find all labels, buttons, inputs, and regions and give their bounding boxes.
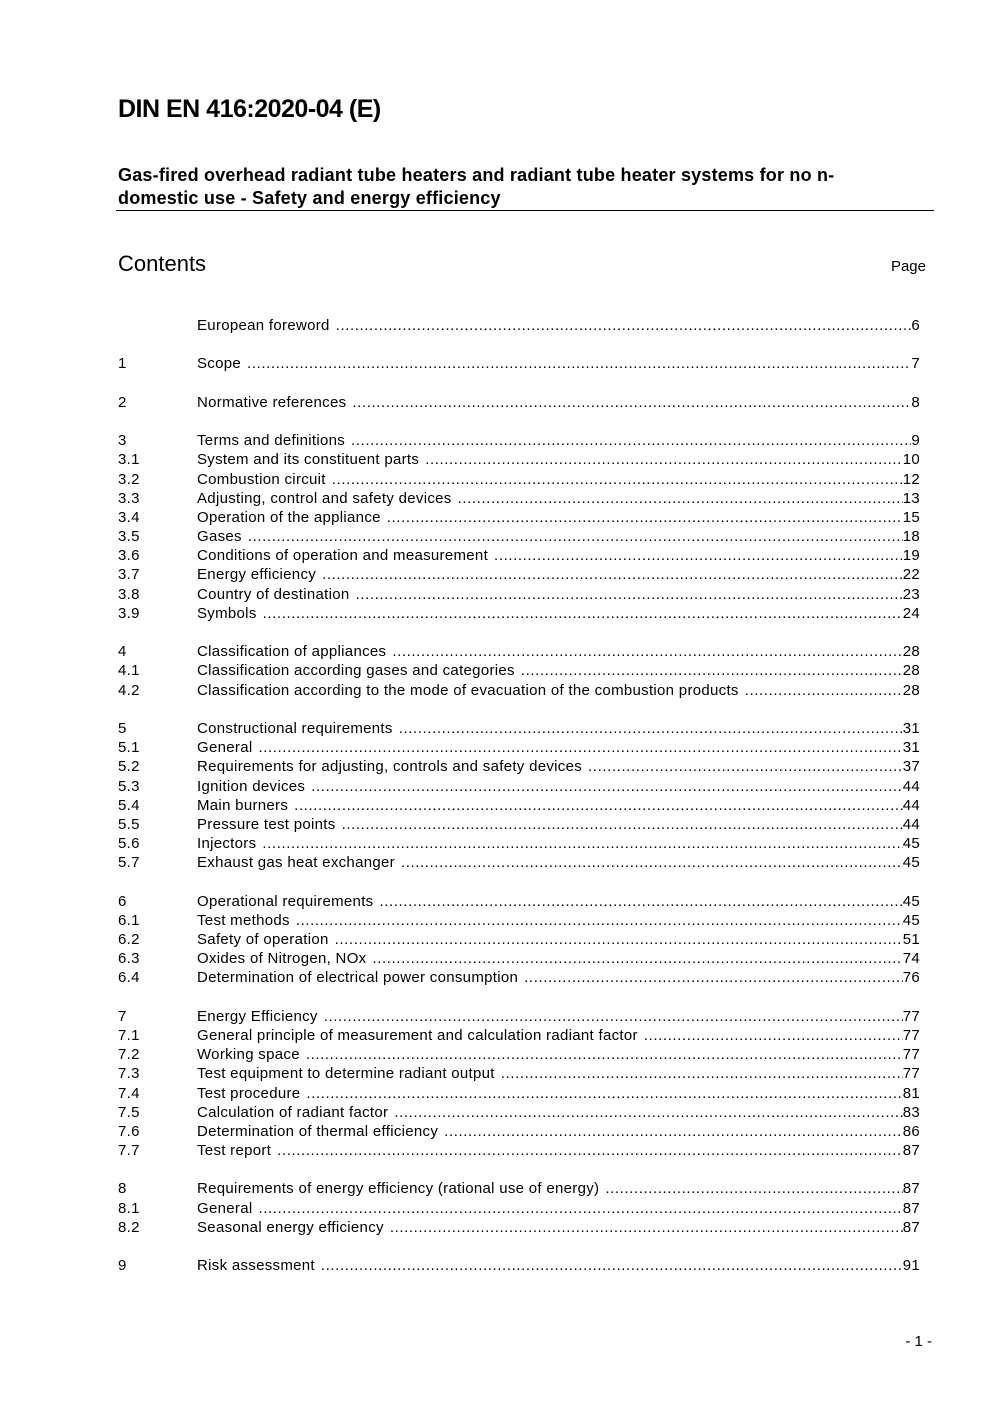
toc-entry-number: 5.7	[118, 854, 140, 872]
toc-entry[interactable]	[118, 393, 920, 412]
toc-entry-page: 23	[902, 585, 920, 603]
toc-entry-number: 5.3	[118, 777, 140, 795]
toc-entry[interactable]	[118, 738, 920, 757]
toc-entry[interactable]	[118, 1256, 920, 1275]
toc-dot-leader	[745, 681, 903, 700]
toc-entry[interactable]	[118, 1045, 920, 1064]
toc-entry-page: 18	[902, 528, 920, 546]
toc-entry[interactable]	[118, 604, 920, 623]
toc-entry[interactable]	[118, 853, 920, 872]
toc-entry-page: 45	[902, 835, 920, 853]
toc-entry-title: Test methods	[197, 911, 290, 929]
toc-entry-title: Conditions of operation and measurement	[197, 547, 489, 565]
toc-entry[interactable]	[118, 431, 920, 450]
toc-entry-title: Energy efficiency	[197, 566, 317, 584]
toc-entry-page: 37	[902, 758, 920, 776]
toc-dot-leader	[247, 354, 911, 373]
toc-dot-leader	[458, 489, 903, 508]
toc-entry[interactable]	[118, 489, 920, 508]
toc-entry-title: Classification of appliances	[197, 643, 387, 661]
toc-entry-title: Test report	[197, 1142, 272, 1160]
toc-dot-leader	[644, 1026, 903, 1045]
toc-entry[interactable]	[118, 930, 920, 949]
toc-entry-number: 3.6	[118, 547, 140, 565]
toc-entry-title: Determination of thermal efficiency	[197, 1122, 439, 1140]
toc-entry[interactable]	[118, 949, 920, 968]
toc-entry-title: Scope	[197, 355, 242, 373]
toc-entry-number: 5.1	[118, 739, 140, 757]
toc-entry-title: Operation of the appliance	[197, 508, 381, 526]
page-number: - 1 -	[905, 1333, 932, 1350]
toc-entry-number: 7.1	[118, 1026, 140, 1044]
toc-entry[interactable]	[118, 968, 920, 987]
toc-entry-number: 3	[118, 432, 127, 450]
toc-entry[interactable]	[118, 661, 920, 680]
toc-entry-page: 13	[902, 489, 920, 507]
toc-entry-title: Oxides of Nitrogen, NOx	[197, 950, 367, 968]
toc-dot-leader	[372, 949, 902, 968]
toc-entry-title: Seasonal energy efficiency	[197, 1218, 384, 1236]
toc-entry-page: 87	[902, 1199, 920, 1217]
toc-entry[interactable]	[118, 834, 920, 853]
toc-entry-title: European foreword	[197, 317, 330, 334]
toc-entry-title: Constructional requirements	[197, 719, 393, 737]
toc-entry-page: 15	[902, 508, 920, 526]
title-divider	[116, 210, 934, 211]
toc-entry-title: Injectors	[197, 835, 257, 853]
toc-entry-title: Operational requirements	[197, 892, 374, 910]
toc-entry-title: Combustion circuit	[197, 470, 326, 488]
toc-entry-page: 19	[902, 547, 920, 565]
toc-dot-leader	[501, 1064, 903, 1083]
toc-entry-number: 8	[118, 1180, 127, 1198]
toc-entry[interactable]	[118, 1179, 920, 1198]
toc-entry-title: Gases	[197, 528, 242, 546]
toc-entry-number: 6.1	[118, 911, 140, 929]
toc-entry[interactable]	[118, 719, 920, 738]
toc-entry-page: 10	[902, 451, 920, 469]
toc-entry-number: 3.7	[118, 566, 140, 584]
toc-entry-title: Main burners	[197, 796, 289, 814]
toc-entry-title: Adjusting, control and safety devices	[197, 489, 452, 507]
toc-dot-leader	[258, 1199, 902, 1218]
toc-dot-leader	[311, 777, 903, 796]
toc-dot-leader	[605, 1179, 902, 1198]
toc-entry[interactable]	[118, 565, 920, 584]
toc-entry[interactable]	[118, 450, 920, 469]
toc-entry-title: Country of destination	[197, 585, 350, 603]
toc-entry-page: 22	[902, 566, 920, 584]
toc-entry-page: 87	[902, 1218, 920, 1236]
toc-entry-number: 7.3	[118, 1065, 140, 1083]
toc-entry-title: Classification according to the mode of evacuation of the combustion products	[197, 681, 739, 699]
toc-entry-title: Energy Efficiency	[197, 1007, 318, 1025]
toc-entry-title: Symbols	[197, 604, 257, 622]
toc-dot-leader	[425, 450, 903, 469]
toc-entry-title: Exhaust gas heat exchanger	[197, 854, 395, 872]
toc-entry-page: 87	[902, 1142, 920, 1160]
toc-entry-title: Safety of operation	[197, 931, 329, 948]
toc-entry[interactable]	[118, 1026, 920, 1045]
toc-entry-page: 77	[902, 1026, 920, 1044]
toc-entry-title: Requirements for adjusting, controls and safety devices	[197, 758, 583, 776]
toc-entry-page: 74	[902, 950, 920, 968]
toc-dot-leader	[444, 1122, 903, 1141]
toc-dot-leader	[387, 508, 903, 527]
toc-entry[interactable]	[118, 796, 920, 815]
toc-entry-number: 7.4	[118, 1084, 140, 1102]
toc-entry-number: 9	[118, 1257, 127, 1275]
toc-entry[interactable]	[118, 470, 920, 489]
toc-dot-leader	[494, 546, 903, 565]
toc-dot-leader	[322, 565, 903, 584]
toc-entry-page: 77	[902, 1065, 920, 1083]
toc-entry-page: 44	[902, 815, 920, 833]
toc-dot-leader	[277, 1141, 903, 1160]
toc-entry-title: Pressure test points	[197, 815, 336, 833]
toc-entry-number: 3.4	[118, 508, 140, 526]
toc-entry[interactable]	[118, 527, 920, 546]
toc-entry[interactable]	[118, 316, 920, 335]
toc-entry[interactable]	[118, 1122, 920, 1141]
toc-entry-title: Working space	[197, 1046, 300, 1064]
toc-entry[interactable]	[118, 1218, 920, 1237]
toc-dot-leader	[352, 393, 911, 412]
page-column-label: Page	[890, 258, 926, 275]
toc-entry[interactable]	[118, 642, 920, 661]
toc-entry-page: 12	[902, 470, 920, 488]
toc-entry-page: 81	[902, 1084, 920, 1102]
toc-dot-leader	[524, 968, 903, 987]
toc-entry-number: 3.2	[118, 470, 140, 488]
toc-entry[interactable]	[118, 546, 920, 565]
toc-entry[interactable]	[118, 777, 920, 796]
toc-entry-number: 3.5	[118, 528, 140, 546]
toc-entry-title: Requirements of energy efficiency (rational use of energy)	[197, 1180, 600, 1198]
toc-entry-page: 6	[911, 317, 920, 334]
toc-entry[interactable]	[118, 1064, 920, 1083]
toc-entry-page: 7	[911, 355, 920, 373]
toc-dot-leader	[342, 815, 903, 834]
toc-entry-title: Test procedure	[197, 1084, 301, 1102]
toc-entry-title: General	[197, 1199, 253, 1217]
toc-entry-title: System and its constituent parts	[197, 451, 420, 469]
toc-entry[interactable]	[118, 1103, 920, 1122]
toc-entry[interactable]	[118, 681, 920, 700]
toc-entry-title: Determination of electrical power consumption	[197, 969, 519, 987]
toc-dot-leader	[294, 796, 903, 815]
toc-entry[interactable]	[118, 1007, 920, 1026]
toc-entry[interactable]	[118, 1199, 920, 1218]
toc-entry[interactable]	[118, 815, 920, 834]
toc-dot-leader	[306, 1084, 902, 1103]
toc-entry-number: 7	[118, 1007, 127, 1025]
toc-entry-number: 4	[118, 643, 127, 661]
toc-entry-page: 28	[902, 681, 920, 699]
toc-entry-page: 45	[902, 892, 920, 910]
toc-entry-page: 77	[902, 1046, 920, 1064]
toc-entry-title: Terms and definitions	[197, 432, 346, 450]
toc-entry-title: Ignition devices	[197, 777, 306, 795]
toc-entry-page: 86	[902, 1122, 920, 1140]
toc-entry-page: 45	[902, 911, 920, 929]
contents-heading: Contents	[118, 251, 207, 276]
toc-entry-page: 24	[902, 604, 920, 622]
toc-entry-number: 5.4	[118, 796, 140, 814]
toc-dot-leader	[324, 1007, 903, 1026]
toc-entry-page: 28	[902, 643, 920, 661]
toc-entry-page: 44	[902, 796, 920, 814]
toc-entry-number: 5.2	[118, 758, 140, 776]
toc-entry-title: Normative references	[197, 393, 347, 411]
toc-entry-page: 9	[911, 432, 920, 450]
toc-dot-leader	[401, 853, 903, 872]
toc-entry-number: 5.6	[118, 835, 140, 853]
toc-dot-leader	[588, 757, 903, 776]
toc-entry-page: 31	[902, 719, 920, 737]
toc-dot-leader	[306, 1045, 903, 1064]
toc-entry-number: 3.9	[118, 604, 140, 622]
toc-entry[interactable]	[118, 508, 920, 527]
toc-entry-title: Risk assessment	[197, 1257, 315, 1275]
toc-entry-number: 7.2	[118, 1046, 140, 1064]
toc-dot-leader	[356, 585, 903, 604]
toc-entry[interactable]	[118, 585, 920, 604]
toc-entry-page: 44	[902, 777, 920, 795]
toc-dot-leader	[258, 738, 902, 757]
toc-entry-number: 7.6	[118, 1122, 140, 1140]
toc-entry-page: 87	[902, 1180, 920, 1198]
toc-entry-number: 2	[118, 393, 127, 411]
toc-entry-number: 7.7	[118, 1142, 140, 1160]
toc-entry-title: Test equipment to determine radiant output	[197, 1065, 495, 1083]
toc-entry-number: 6.4	[118, 969, 140, 987]
document-id: DIN EN 416:2020-04 (E)	[118, 95, 381, 123]
toc-dot-leader	[394, 1103, 902, 1122]
toc-dot-leader	[262, 834, 902, 853]
toc-dot-leader	[390, 1218, 903, 1237]
toc-entry-title: General	[197, 739, 253, 757]
toc-entry-page: 51	[902, 931, 920, 948]
toc-dot-leader	[351, 431, 911, 450]
toc-entry-number: 3.8	[118, 585, 140, 603]
toc-entry-page: 45	[902, 854, 920, 872]
toc-entry-number: 6.3	[118, 950, 140, 968]
toc-entry-number: 5	[118, 719, 127, 737]
toc-dot-leader	[379, 892, 902, 911]
toc-entry-number: 6.2	[118, 931, 140, 948]
toc-entry-number: 3.1	[118, 451, 140, 469]
toc-entry-number: 5.5	[118, 815, 140, 833]
toc-entry-number: 7.5	[118, 1103, 140, 1121]
toc-dot-leader	[332, 470, 903, 489]
toc-entry-page: 28	[902, 662, 920, 680]
toc-entry[interactable]	[118, 757, 920, 776]
toc-dot-leader	[248, 527, 903, 546]
toc-entry-page: 8	[911, 393, 920, 411]
toc-dot-leader	[296, 911, 903, 930]
toc-dot-leader	[399, 719, 903, 738]
table-of-contents	[118, 316, 920, 1275]
toc-entry[interactable]	[118, 1141, 920, 1160]
toc-dot-leader	[263, 604, 903, 623]
toc-dot-leader	[392, 642, 902, 661]
toc-dot-leader	[521, 661, 903, 680]
document-title: Gas-fired overhead radiant tube heaters and radiant tube heater systems for no n-domestic use - Safety and energy efficiency	[118, 165, 835, 208]
toc-entry-page: 91	[902, 1257, 920, 1275]
toc-entry-number: 4.2	[118, 681, 140, 699]
toc-entry-number: 1	[118, 355, 127, 373]
toc-dot-leader	[321, 1256, 903, 1275]
toc-entry-page: 76	[902, 969, 920, 987]
toc-entry[interactable]	[118, 911, 920, 930]
toc-dot-leader	[336, 316, 912, 335]
toc-entry-number: 6	[118, 892, 127, 910]
toc-entry[interactable]	[118, 892, 920, 911]
toc-entry-number: 8.2	[118, 1218, 140, 1236]
toc-entry-page: 83	[902, 1103, 920, 1121]
toc-entry-title: General principle of measurement and calculation radiant factor	[197, 1026, 638, 1044]
toc-entry-title: Classification according gases and categories	[197, 662, 515, 680]
toc-entry[interactable]	[118, 354, 920, 373]
toc-entry-number: 3.3	[118, 489, 140, 507]
toc-entry[interactable]	[118, 1084, 920, 1103]
toc-entry-title: Calculation of radiant factor	[197, 1103, 389, 1121]
toc-entry-page: 77	[902, 1007, 920, 1025]
toc-entry-number: 8.1	[118, 1199, 140, 1217]
toc-entry-number: 4.1	[118, 662, 140, 680]
toc-dot-leader	[335, 930, 903, 949]
toc-entry-page: 31	[902, 739, 920, 757]
